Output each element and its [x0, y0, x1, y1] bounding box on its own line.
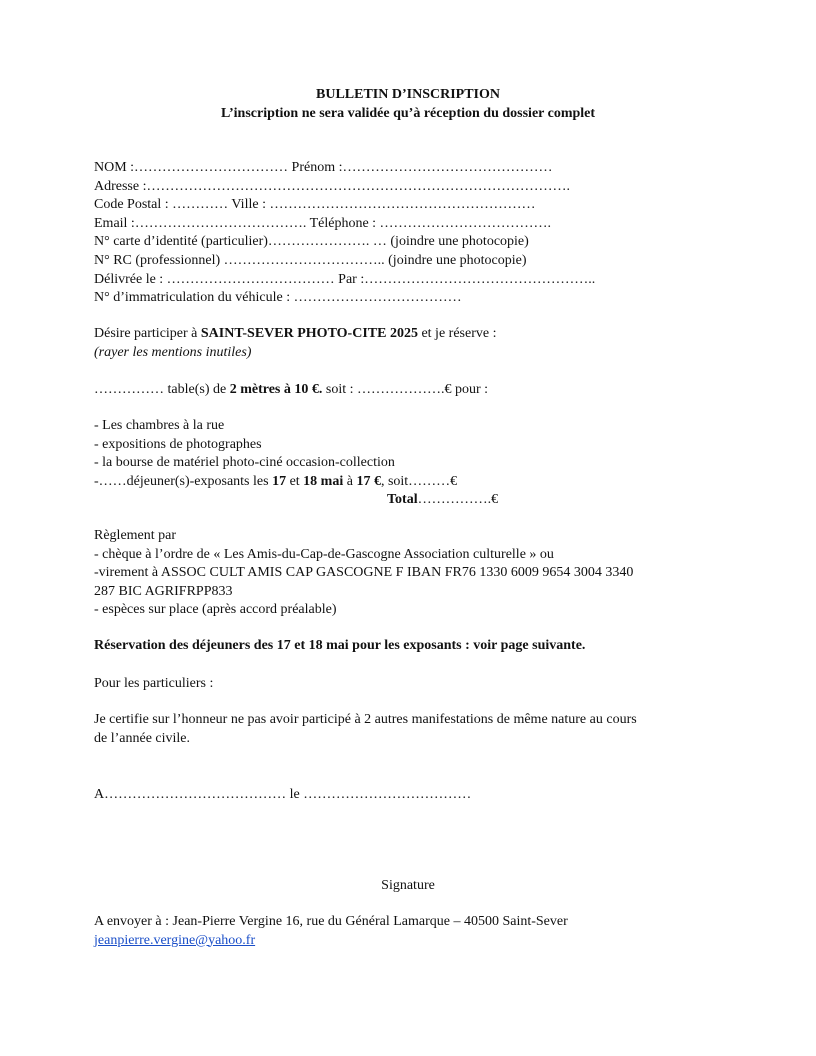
document-subtitle: L’inscription ne sera validée qu’à réception du dossier complet — [220, 106, 596, 121]
identity-form — [94, 159, 734, 308]
total-line: Total…………….€ — [387, 492, 499, 508]
signature-label: Signature — [381, 878, 435, 893]
options-list — [94, 417, 734, 510]
reglement-label: Règlement par — [94, 528, 177, 543]
contact-email-link[interactable]: jeanpierre.vergine@yahoo.fr — [94, 932, 256, 948]
reservation-block — [94, 325, 734, 362]
reglement-block — [94, 527, 734, 620]
field-carte-identite: N° carte d’identité (particulier)…………………. … (joindre une photocopie) — [94, 234, 529, 250]
document-title: BULLETIN D’INSCRIPTION — [316, 87, 500, 102]
reglement-especes: - espèces sur place (après accord préalable) — [94, 602, 337, 618]
reservation-line: Désire participer à SAINT-SEVER PHOTO-CITE 2025 et je réserve : — [94, 326, 497, 341]
field-code-postal-ville: Code Postal : ………… Ville : ………………………………………………… — [94, 197, 536, 213]
total-label: Total — [387, 492, 418, 508]
option-bourse: - la bourse de matériel photo-ciné occasion-collection — [94, 455, 395, 471]
dejeuners-note-block — [94, 637, 734, 656]
field-nom-prenom: NOM :…………………………… Prénom :……………………………………… — [94, 160, 553, 175]
certification-line-2: de l’année civile. — [94, 730, 191, 746]
footer-block — [94, 913, 734, 950]
particuliers-label: Pour les particuliers : — [94, 676, 214, 691]
reservation-note: (rayer les mentions inutiles) — [94, 344, 252, 360]
field-email-telephone: Email :………………………………. Téléphone : ………………………………. — [94, 215, 552, 231]
reglement-virement: -virement à ASSOC CULT AMIS CAP GASCOGNE F IBAN FR76 1330 6009 9654 3004 3340 — [94, 565, 634, 581]
envoyer-address: A envoyer à : Jean-Pierre Vergine 16, rue du Général Lamarque – 40500 Saint-Sever — [94, 914, 568, 929]
field-delivree: Délivrée le : ……………………………… Par :………………………………………….. — [94, 271, 596, 287]
event-name: SAINT-SEVER PHOTO-CITE 2025 — [200, 326, 418, 341]
option-dejeuners: -……déjeuner(s)-exposants les 17 et 18 mai à 17 €, soit………€ — [94, 473, 458, 489]
field-immatriculation: N° d’immatriculation du véhicule : ……………………………… — [94, 290, 462, 306]
certification-line-1: Je certifie sur l’honneur ne pas avoir participé à 2 autres manifestations de même nature au cours — [94, 712, 637, 727]
option-expositions: - expositions de photographes — [94, 436, 262, 452]
option-chambres: - Les chambres à la rue — [94, 418, 225, 433]
reglement-bic: 287 BIC AGRIFRPP833 — [94, 583, 233, 599]
certification-block — [94, 711, 734, 748]
field-adresse: Adresse :………………………………………………………………………………. — [94, 178, 570, 194]
field-rc: N° RC (professionnel) …………………………….. (joindre une photocopie) — [94, 252, 527, 268]
dejeuners-note: Réservation des déjeuners des 17 et 18 mai pour les exposants : voir page suivante. — [94, 638, 586, 653]
table-price: 2 mètres à 10 €. — [229, 382, 323, 397]
place-date-line: A………………………………… le ……………………………… — [94, 787, 472, 802]
reglement-cheque: - chèque à l’ordre de « Les Amis-du-Cap-de-Gascogne Association culturelle » ou — [94, 546, 554, 562]
table-reservation-line: …………… table(s) de 2 mètres à 10 €. soit : ……………….€ pour : — [94, 382, 489, 397]
